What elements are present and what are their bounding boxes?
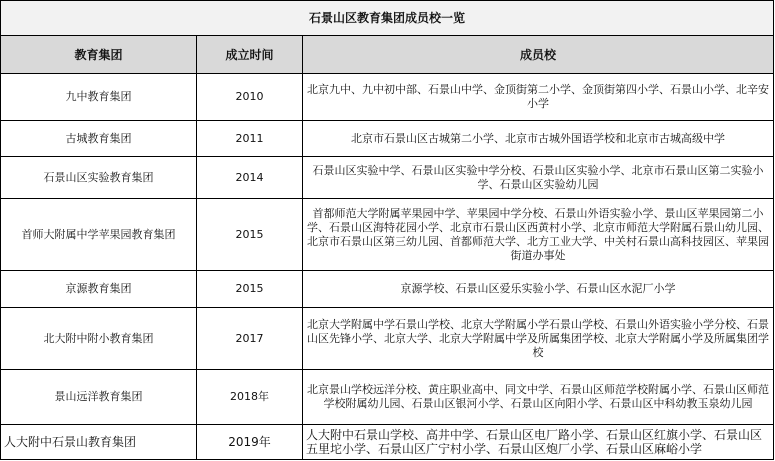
header-row	[1, 36, 774, 74]
member-schools: 人大附中石景山学校、高井中学、石景山区电厂路小学、石景山区红旗小学、石景山区五里坨小学、石景山区广宁村小学、石景山区炮厂小学、石景山区麻峪小学	[303, 425, 774, 460]
member-schools: 北京大学附属中学石景山学校、北京大学附属小学石景山学校、石景山外语实验小学分校、石景山区先锋小学、北京大学、北京大学附属中学及所属集团学校、北京大学附属小学及所属集团学校	[303, 308, 774, 370]
founded-year: 2011	[197, 121, 303, 157]
founded-year: 2018年	[197, 370, 303, 425]
founded-year: 2015	[197, 199, 303, 271]
member-schools: 京源学校、石景山区爱乐实验小学、石景山区水泥厂小学	[303, 271, 774, 308]
group-name: 九中教育集团	[1, 74, 197, 121]
title-row	[1, 1, 774, 36]
table-row	[1, 425, 774, 460]
table-title: 石景山区教育集团成员校一览	[1, 1, 774, 36]
group-name: 人大附中石景山教育集团	[1, 425, 197, 460]
group-name: 石景山区实验教育集团	[1, 157, 197, 199]
member-schools: 北京景山学校远洋分校、黄庄职业高中、同文中学、石景山区师范学校附属小学、石景山区师范学校附属幼儿园、石景山区银河小学、石景山区向阳小学、石景山区中科幼教玉泉幼儿园	[303, 370, 774, 425]
table-row	[1, 74, 774, 121]
column-header-group: 教育集团	[1, 36, 197, 74]
member-schools: 北京市石景山区古城第二小学、北京市古城外国语学校和北京市古城高级中学	[303, 121, 774, 157]
founded-year: 2014	[197, 157, 303, 199]
founded-year: 2015	[197, 271, 303, 308]
group-name: 北大附中附小教育集团	[1, 308, 197, 370]
column-header-members: 成员校	[303, 36, 774, 74]
group-name: 京源教育集团	[1, 271, 197, 308]
founded-year: 2019年	[197, 425, 303, 460]
founded-year: 2017	[197, 308, 303, 370]
group-name: 古城教育集团	[1, 121, 197, 157]
member-schools: 石景山区实验中学、石景山区实验中学分校、石景山区实验小学、北京市石景山区第二实验小学、石景山区实验幼儿园	[303, 157, 774, 199]
group-name: 首师大附属中学苹果园教育集团	[1, 199, 197, 271]
table-row	[1, 370, 774, 425]
column-header-year: 成立时间	[197, 36, 303, 74]
table-row	[1, 121, 774, 157]
member-schools: 北京九中、九中初中部、石景山中学、金顶街第二小学、金顶街第四小学、石景山小学、北辛安小学	[303, 74, 774, 121]
table-row	[1, 271, 774, 308]
founded-year: 2010	[197, 74, 303, 121]
group-name: 景山远洋教育集团	[1, 370, 197, 425]
member-schools: 首都师范大学附属苹果园中学、苹果园中学分校、石景山外语实验小学、景山区苹果园第二小学、石景山区海特花园小学、北京市石景山区西黄村小学、北京市师范大学附属石景山幼儿园、北京市石景山区第三幼儿园、首都师范大学、北方工业大学、中关村石景山高科技园区、苹果园街道办事处	[303, 199, 774, 271]
table-row	[1, 157, 774, 199]
table-row	[1, 199, 774, 271]
table-row	[1, 308, 774, 370]
